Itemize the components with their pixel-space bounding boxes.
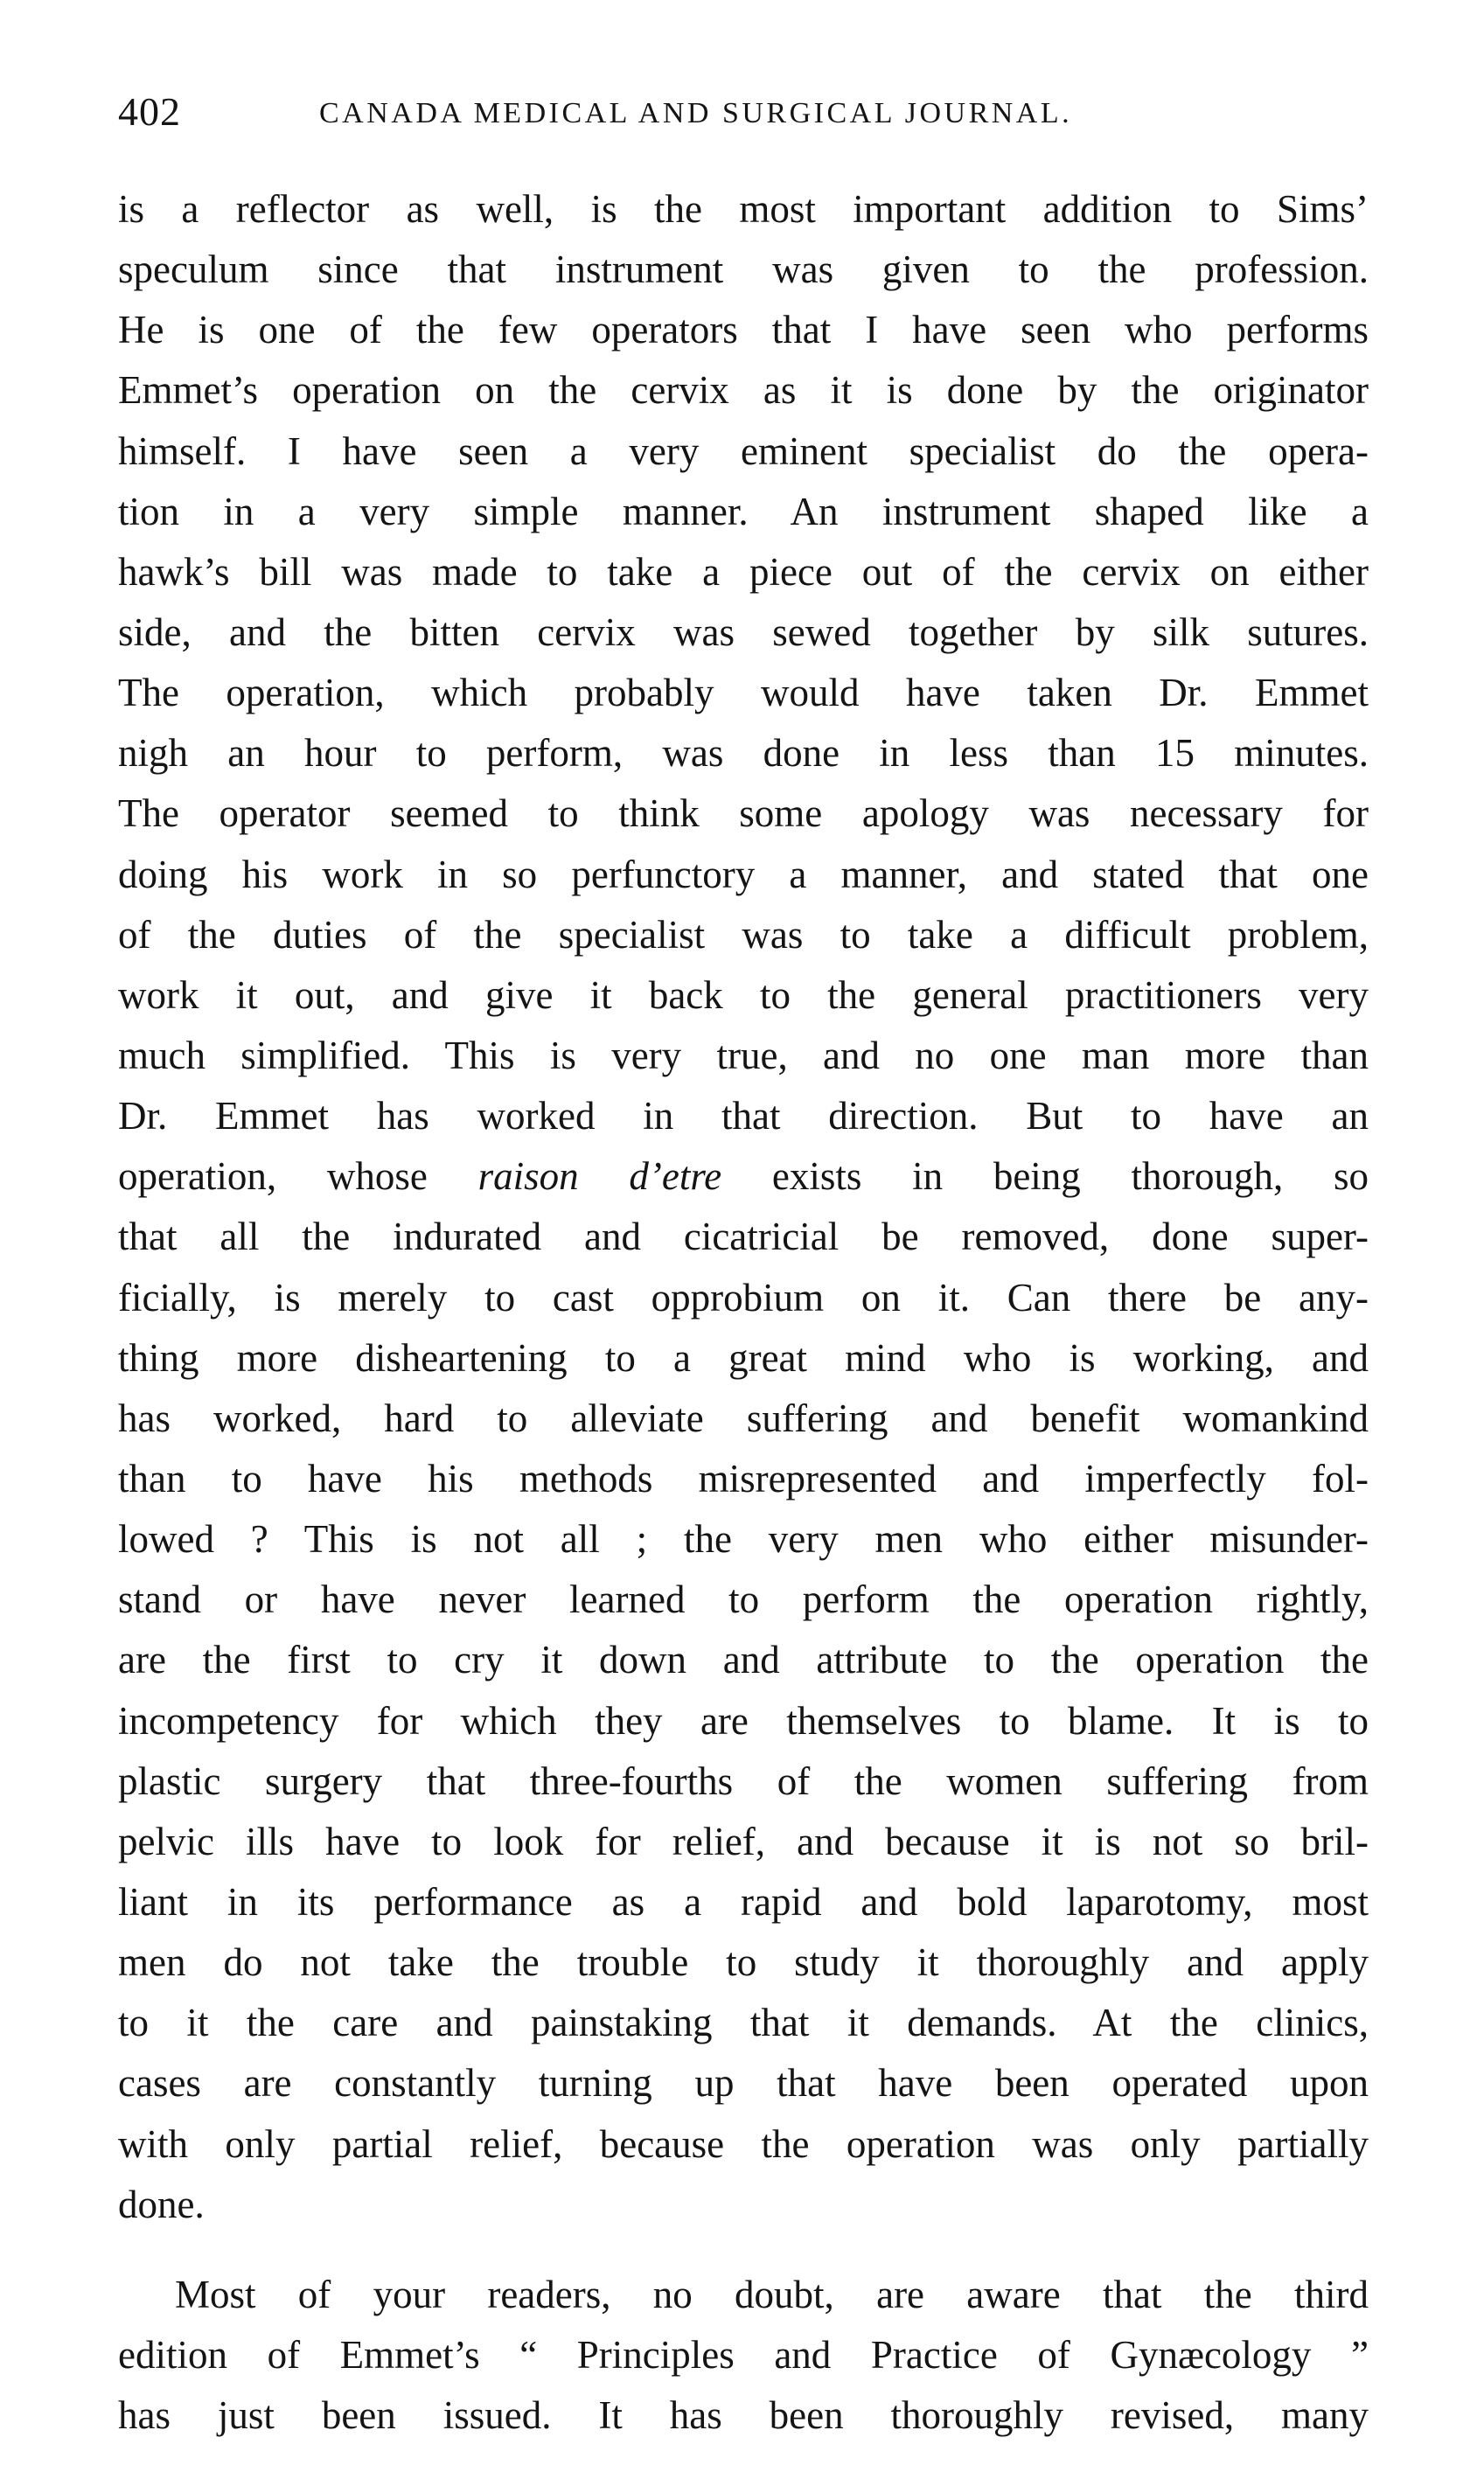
text-line: of the duties of the specialist was to take a difficult problem, bbox=[118, 912, 1369, 957]
text-line: are the first to cry it down and attribute to the operation the bbox=[118, 1638, 1369, 1682]
text-line: cases are constantly turning up that have been operated upon bbox=[118, 2061, 1369, 2106]
text-line: He is one of the few operators that I have seen who performs bbox=[118, 308, 1369, 352]
text-line: speculum since that instrument was given to the profession. bbox=[118, 247, 1369, 292]
text-line: edition of Emmet’s “ Principles and Practice of Gynæcology ” bbox=[118, 2332, 1369, 2377]
text-line: pelvic ills have to look for relief, and because it is not so bril- bbox=[118, 1819, 1369, 1863]
text-line: The operator seemed to think some apology was necessary for bbox=[118, 791, 1369, 836]
text-line: men do not take the trouble to study it thoroughly and apply bbox=[118, 1940, 1369, 1985]
text-line: has just been issued. It has been thoroughly revised, many bbox=[118, 2393, 1369, 2438]
text-line: thing more disheartening to a great mind who is working, and bbox=[118, 1335, 1369, 1380]
text-segment: exists in being thorough, so bbox=[721, 1154, 1369, 1199]
text-line: doing his work in so perfunctory a manner, and stated that one bbox=[118, 852, 1369, 896]
text-line: stand or have never learned to perform the operation rightly, bbox=[118, 1577, 1369, 1622]
page-header bbox=[118, 86, 1369, 138]
page-number: 402 bbox=[118, 89, 181, 134]
paragraph bbox=[118, 179, 1369, 2235]
italic-phrase: raison d’etre bbox=[477, 1154, 722, 1199]
text-line: nigh an hour to perform, was done in less than 15 minutes. bbox=[118, 731, 1369, 776]
text-line: incompetency for which they are themselves to blame. It is to bbox=[118, 1698, 1369, 1743]
text-line: than to have his methods misrepresented and imperfectly fol- bbox=[118, 1456, 1369, 1501]
text-line: tion in a very simple manner. An instrument shaped like a bbox=[118, 489, 1369, 533]
text-line: that all the indurated and cicatricial be removed, done super- bbox=[118, 1215, 1369, 1259]
text-line: plastic surgery that three-fourths of the women suffering from bbox=[118, 1758, 1369, 1803]
text-line: much simplified. This is very true, and no one man more than bbox=[118, 1033, 1369, 1077]
paragraph-gap bbox=[118, 2235, 1369, 2265]
body-text bbox=[118, 179, 1369, 2446]
text-line: work it out, and give it back to the general practitioners very bbox=[118, 972, 1369, 1017]
text-segment: operation, whose bbox=[118, 1154, 478, 1199]
text-line: lowed ? This is not all ; the very men who either misunder- bbox=[118, 1517, 1369, 1562]
running-title: CANADA MEDICAL AND SURGICAL JOURNAL. bbox=[319, 97, 1073, 129]
text-line: Dr. Emmet has worked in that direction. But to have an bbox=[118, 1094, 1369, 1139]
text-line: side, and the bitten cervix was sewed together by silk sutures. bbox=[118, 609, 1369, 654]
text-line: with only partial relief, because the operation was only partially bbox=[118, 2121, 1369, 2166]
text-line: ficially, is merely to cast opprobium on it. Can there be any- bbox=[118, 1275, 1369, 1320]
text-line: is a reflector as well, is the most important addition to Sims’ bbox=[118, 187, 1369, 231]
text-line: done. bbox=[118, 2182, 205, 2226]
text-line: Emmet’s operation on the cervix as it is done by the originator bbox=[118, 368, 1369, 413]
text-line bbox=[118, 1146, 1369, 1207]
text-line: Most of your readers, no doubt, are aware that the third bbox=[175, 2272, 1369, 2316]
text-line: hawk’s bill was made to take a piece out of the cervix on either bbox=[118, 549, 1369, 594]
text-line: has worked, hard to alleviate suffering and benefit womankind bbox=[118, 1396, 1369, 1440]
paragraph bbox=[118, 2265, 1369, 2446]
text-line: liant in its performance as a rapid and bold laparotomy, most bbox=[118, 1879, 1369, 1924]
text-line: The operation, which probably would have taken Dr. Emmet bbox=[118, 671, 1369, 715]
text-line: to it the care and painstaking that it demands. At the clinics, bbox=[118, 2001, 1369, 2045]
text-line: himself. I have seen a very eminent specialist do the opera- bbox=[118, 428, 1369, 473]
